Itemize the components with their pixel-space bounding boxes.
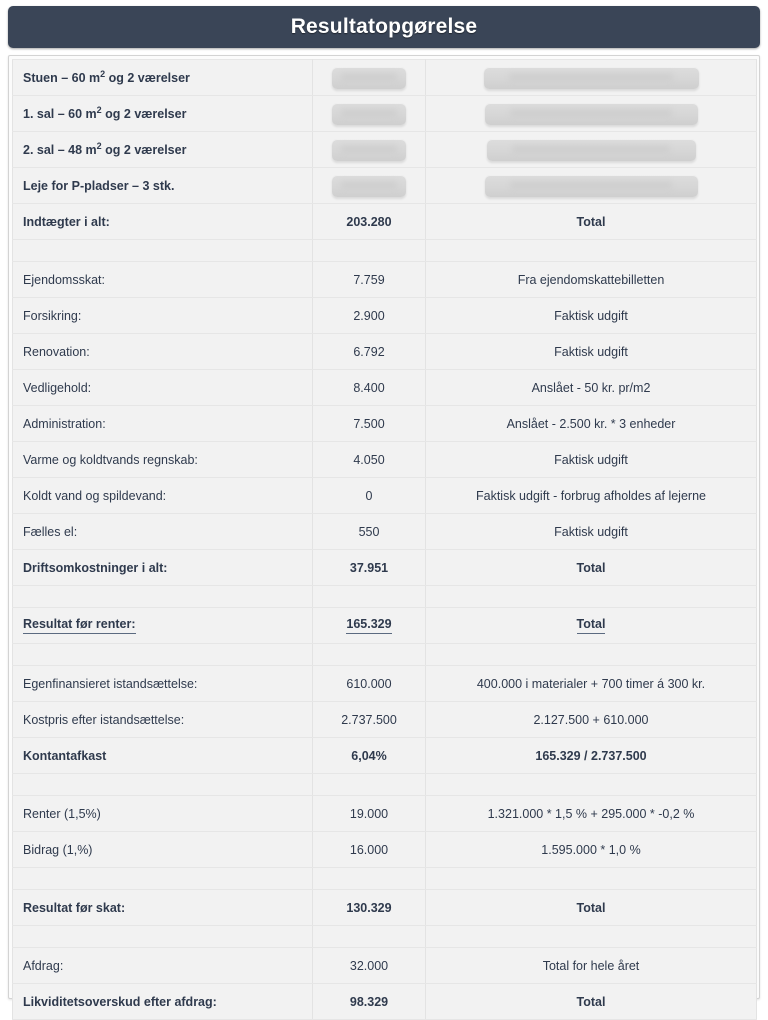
row-value [313,796,426,832]
row-value-text: 2.900 [353,308,385,323]
row-label-text: Driftsomkostninger i alt: [23,560,168,575]
table-row [13,406,757,442]
row-note-text: Total [576,560,606,575]
row-note [426,442,757,478]
row-note [426,298,757,334]
row-note-text: 1.595.000 * 1,0 % [541,842,641,857]
row-note-text: Faktisk udgift [554,344,628,359]
row-note-text: Faktisk udgift [554,452,628,467]
row-value [313,666,426,702]
spacer-cell [13,240,313,262]
row-value-text: 8.400 [353,380,385,395]
spacer-cell [313,868,426,890]
table-row [13,890,757,926]
spacer-cell [13,644,313,666]
row-value-text: 4.050 [353,452,385,467]
row-value [313,984,426,1020]
row-label [13,666,313,702]
table-row [13,370,757,406]
row-label [13,204,313,240]
table-row [13,168,757,204]
row-value [313,204,426,240]
row-note [426,608,757,644]
row-note [426,96,757,132]
row-value [313,890,426,926]
spacer-cell [426,926,757,948]
row-value-text: 16.000 [349,842,389,857]
row-note-text: Anslået - 50 kr. pr/m2 [531,380,651,395]
row-value [313,370,426,406]
spacer-cell [13,868,313,890]
row-label-text: Vedligehold: [23,380,92,395]
spacer-cell [426,868,757,890]
row-value-text: 19.000 [349,806,389,821]
result-table [12,59,757,1020]
row-value [313,442,426,478]
row-label [13,96,313,132]
row-value [313,406,426,442]
table-row [13,262,757,298]
row-label [13,478,313,514]
row-label [13,796,313,832]
spacer-cell [313,926,426,948]
row-label-text: Administration: [23,416,106,431]
row-value-text: 7.759 [353,272,385,287]
row-label [13,132,313,168]
redacted-value-box [332,175,406,197]
row-note-text: 165.329 / 2.737.500 [535,748,647,763]
result-table-frame [8,55,760,1009]
row-label [13,406,313,442]
table-row [13,478,757,514]
row-label-text: Ejendomsskat: [23,272,105,287]
row-note [426,370,757,406]
row-label [13,890,313,926]
row-label [13,984,313,1020]
row-value [313,132,426,168]
row-value-text: 2.737.500 [341,712,397,727]
table-row [13,796,757,832]
row-value [313,334,426,370]
spacer-cell [426,586,757,608]
row-label-text: Renovation: [23,344,90,359]
row-label-text: Egenfinansieret istandsættelse: [23,676,198,691]
row-note [426,478,757,514]
row-value-text: 130.329 [346,900,392,915]
table-spacer-row [13,644,757,666]
row-value-text: 0 [365,488,373,503]
row-note-text: Total [576,214,606,229]
row-value [313,298,426,334]
row-value-text: 6,04% [351,748,387,763]
table-row [13,702,757,738]
row-value [313,948,426,984]
row-note [426,832,757,868]
row-note-text: Faktisk udgift [554,524,628,539]
row-note-text: Total for hele året [542,958,640,973]
row-label-text: Afdrag: [23,958,64,973]
table-row [13,298,757,334]
row-label-text: Kostpris efter istandsættelse: [23,712,185,727]
row-value-text: 32.000 [349,958,389,973]
unit-superscript: 2 [96,104,102,115]
row-label [13,60,313,96]
table-row [13,608,757,644]
row-value-text: 550 [358,524,380,539]
spacer-cell [13,774,313,796]
spacer-cell [313,240,426,262]
row-note [426,262,757,298]
row-label [13,550,313,586]
row-value [313,96,426,132]
row-note [426,204,757,240]
row-label-text: Indtægter i alt: [23,214,110,229]
row-note [426,796,757,832]
table-row [13,738,757,774]
row-label-text: 1. sal – 60 $m^2$ og 2 værelser [23,104,187,121]
row-label [13,608,313,644]
row-note [426,132,757,168]
row-value-text: 37.951 [349,560,389,575]
row-note [426,702,757,738]
row-note [426,666,757,702]
table-spacer-row [13,240,757,262]
table-row [13,832,757,868]
row-label [13,262,313,298]
row-label [13,832,313,868]
row-label-text: Koldt vand og spildevand: [23,488,167,503]
spacer-cell [13,926,313,948]
row-note [426,514,757,550]
row-note-text: Total [576,994,606,1009]
row-note-text: Faktisk udgift [554,308,628,323]
unit-superscript: 2 [96,140,102,151]
row-label [13,298,313,334]
row-label-text: Varme og koldtvands regnskab: [23,452,198,467]
unit-superscript: 2 [100,68,106,79]
row-value [313,478,426,514]
row-note-text: 400.000 i materialer + 700 timer á 300 kr. [476,676,706,691]
row-note-text: 2.127.500 + 610.000 [533,712,649,727]
redacted-note-box [485,175,698,197]
row-label [13,168,313,204]
table-row [13,96,757,132]
spacer-cell [13,586,313,608]
row-value [313,738,426,774]
row-value-text: 203.280 [346,214,392,229]
table-row [13,334,757,370]
row-label [13,334,313,370]
row-label [13,514,313,550]
spacer-cell [313,644,426,666]
table-row [13,60,757,96]
row-label [13,370,313,406]
redacted-value-box [332,67,406,89]
row-label [13,702,313,738]
table-row [13,666,757,702]
row-label-text: Leje for P-pladser – 3 stk. [23,178,175,193]
table-row [13,204,757,240]
redacted-note-box [485,103,698,125]
row-note [426,984,757,1020]
row-note-text: Faktisk udgift - forbrug afholdes af lejerne [476,488,706,503]
row-label-text: Resultat før skat: [23,900,126,915]
row-value [313,832,426,868]
row-note [426,890,757,926]
row-note-text: Anslået - 2.500 kr. * 3 enheder [506,416,676,431]
table-row [13,514,757,550]
row-note-text: 1.321.000 * 1,5 % + 295.000 * -0,2 % [487,806,695,821]
row-label [13,738,313,774]
row-value [313,60,426,96]
row-note [426,334,757,370]
row-value-text: 165.329 [346,618,391,634]
row-label-text: Resultat før renter: [23,618,136,634]
page-title-bar [8,6,760,48]
row-label-text: Fælles el: [23,524,78,539]
row-note [426,738,757,774]
row-note [426,60,757,96]
table-spacer-row [13,774,757,796]
row-label-text: Bidrag (1,%) [23,842,93,857]
redacted-note-box [484,67,699,89]
row-label [13,948,313,984]
row-value [313,702,426,738]
row-value [313,168,426,204]
redacted-value-box [332,103,406,125]
row-note [426,406,757,442]
row-note [426,550,757,586]
table-spacer-row [13,868,757,890]
row-label-text: Stuen – 60 $m^2$ og 2 værelser [23,68,190,85]
row-note-text: Total [576,900,606,915]
row-value [313,514,426,550]
spacer-cell [426,644,757,666]
result-table-body [13,60,757,1020]
table-spacer-row [13,586,757,608]
row-value-text: 610.000 [346,676,392,691]
row-value [313,550,426,586]
row-note-text: Total [577,618,606,634]
spacer-cell [426,774,757,796]
row-label-text: Renter (1,5%) [23,806,101,821]
table-row [13,948,757,984]
row-label-text: 2. sal – 48 $m^2$ og 2 værelser [23,140,187,157]
table-row [13,984,757,1020]
row-value-text: 7.500 [353,416,385,431]
row-note [426,168,757,204]
table-row [13,550,757,586]
table-row [13,132,757,168]
row-value-text: 98.329 [349,994,389,1009]
row-value-text: 6.792 [353,344,385,359]
row-label-text: Forsikring: [23,308,82,323]
table-spacer-row [13,926,757,948]
row-note [426,948,757,984]
row-note-text: Fra ejendomskattebilletten [517,272,665,287]
redacted-value-box [332,139,406,161]
row-label-text: Kontantafkast [23,748,107,763]
spacer-cell [313,586,426,608]
page-title: Resultatopgørelse [290,15,478,38]
row-value [313,608,426,644]
spacer-cell [313,774,426,796]
row-value [313,262,426,298]
row-label-text: Likviditetsoverskud efter afdrag: [23,994,217,1009]
spacer-cell [426,240,757,262]
table-row [13,442,757,478]
row-label [13,442,313,478]
redacted-note-box [487,139,696,161]
